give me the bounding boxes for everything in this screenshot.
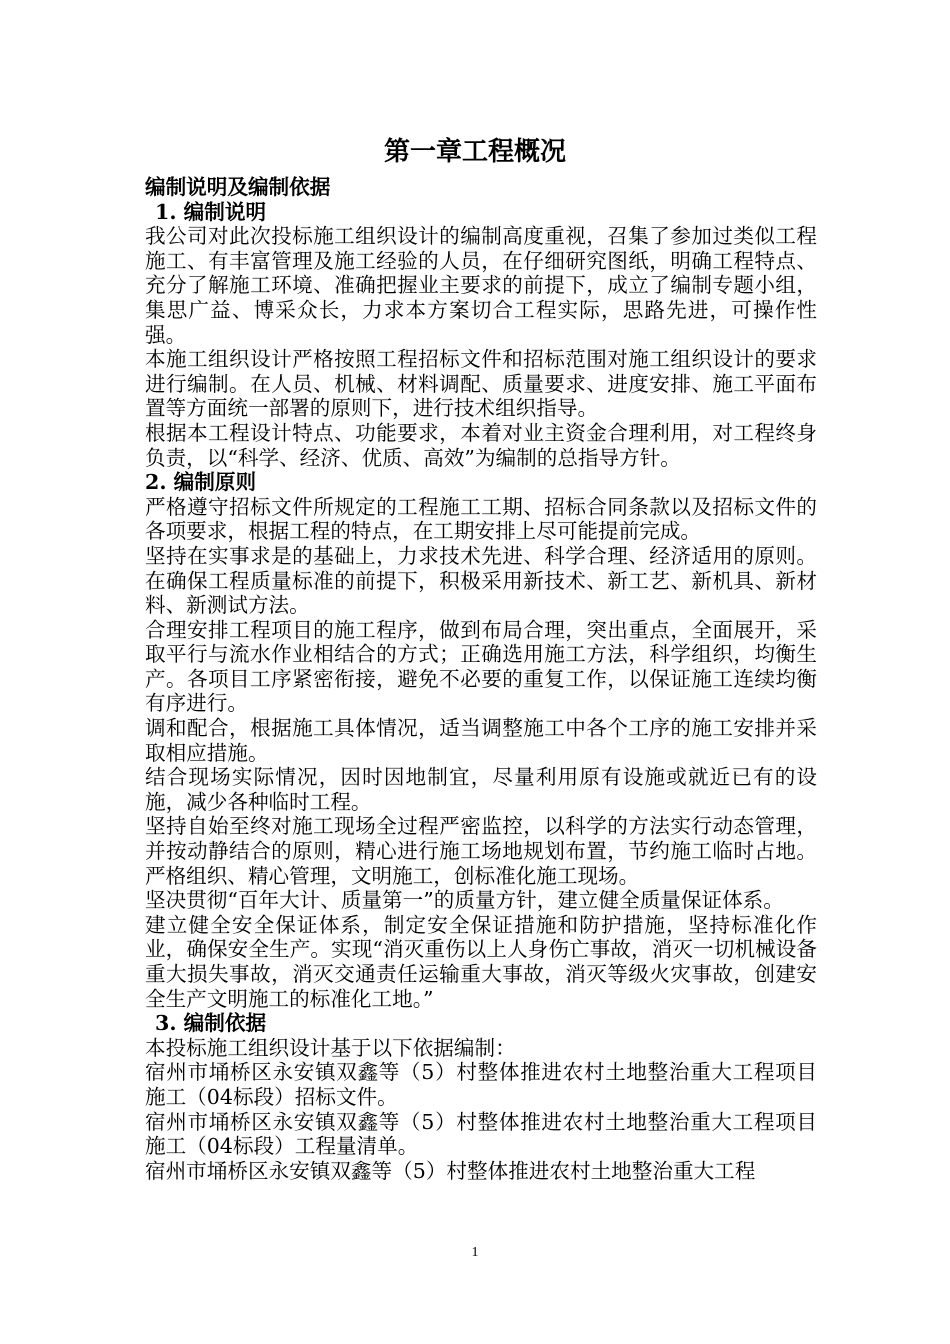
subsection-heading-2: 2. 编制原则 (145, 470, 257, 495)
paragraph: 严格遵守招标文件所规定的工程施工工期、招标合同条款以及招标文件的各项要求，根据工程的特点，在工期安排上尽可能提前完成。 (145, 494, 817, 544)
subsection-heading-1: 1. 编制说明 (155, 199, 267, 224)
paragraph: 宿州市埇桥区永安镇双鑫等（5）村整体推进农村土地整治重大工程项目施工（04标段）招标文件。 (145, 1060, 817, 1109)
paragraph: 建立健全安全保证体系，制定安全保证措施和防护措施，坚持标准化作业，确保安全生产。实现“消灭重伤以上人身伤亡事故，消灭一切机械设备重大损失事故，消灭交通责任运输重大事故，消灭等级火灾事故，创建安全生产文明施工的标准化工地。” (145, 912, 817, 1011)
paragraph: 坚持在实事求是的基础上，力求技术先进、科学合理、经济适用的原则。在确保工程质量标准的前提下，积极采用新技术、新工艺、新机具、新材料、新测试方法。 (145, 543, 817, 618)
section-heading: 编制说明及编制依据 (145, 175, 331, 199)
paragraph: 我公司对此次投标施工组织设计的编制高度重视，召集了参加过类似工程施工、有丰富管理及施工经验的人员，在仔细研究图纸，明确工程特点、充分了解施工环境、准确把握业主要求的前提下，成立了编制专题小组，集思广益、博采众长，力求本方案切合工程实际，思路先进，可操作性强。 (145, 224, 817, 347)
paragraph: 坚决贯彻“百年大计、质量第一”的质量方针，建立健全质量保证体系。 (145, 888, 784, 913)
paragraph: 宿州市埇桥区永安镇双鑫等（5）村整体推进农村土地整治重大工程项目施工（04标段）工程量清单。 (145, 1109, 817, 1159)
paragraph: 本施工组织设计严格按照工程招标文件和招标范围对施工组织设计的要求进行编制。在人员、机械、材料调配、质量要求、进度安排、施工平面布置等方面统一部署的原则下，进行技术组织指导。 (145, 347, 817, 421)
paragraph: 根据本工程设计特点、功能要求，本着对业主资金合理利用，对工程终身负责，以“科学、经济、优质、高效”为编制的总指导方针。 (145, 420, 817, 470)
document-body (145, 175, 817, 1183)
paragraph: 本投标施工组织设计基于以下依据编制： (145, 1035, 516, 1060)
page-number: 1 (471, 1245, 479, 1260)
paragraph: 宿州市埇桥区永安镇双鑫等（5）村整体推进农村土地整治重大工程 (145, 1158, 756, 1183)
paragraph: 合理安排工程项目的施工程序，做到布局合理，突出重点，全面展开，采取平行与流水作业相结合的方式；正确选用施工方法，科学组织，均衡生产。各项目工序紧密衔接，避免不必要的重复工作，以保证施工连续均衡有序进行。 (145, 617, 817, 716)
subsection-heading-3: 3. 编制依据 (155, 1011, 267, 1036)
chapter-title: 第一章工程概况 (383, 137, 566, 167)
paragraph: 结合现场实际情况，因时因地制宜，尽量利用原有设施或就近已有的设施，减少各种临时工程。 (145, 765, 817, 814)
paragraph: 调和配合，根据施工具体情况，适当调整施工中各个工序的施工安排并采取相应措施。 (145, 716, 817, 765)
paragraph: 坚持自始至终对施工现场全过程严密监控，以科学的方法实行动态管理，并按动静结合的原则，精心进行施工场地规划布置，节约施工临时占地。严格组织、精心管理，文明施工，创标准化施工现场。 (145, 814, 817, 888)
